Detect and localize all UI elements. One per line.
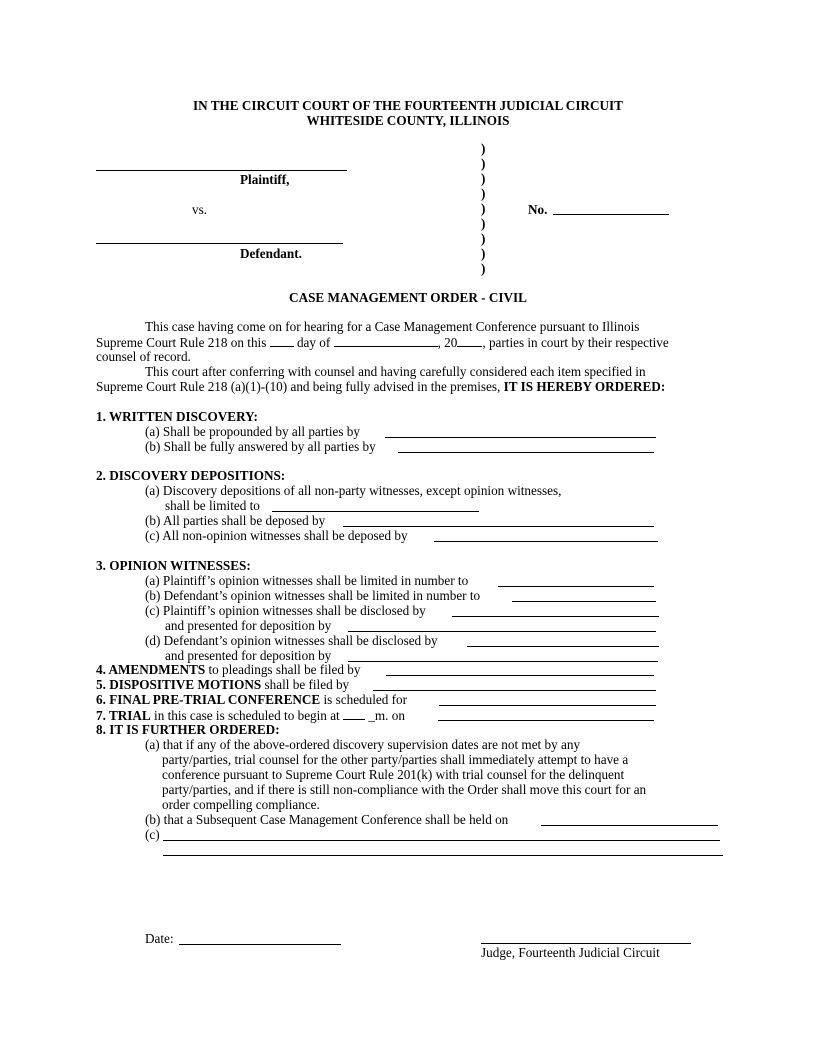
s3-d-blank[interactable] — [467, 646, 659, 647]
section-trial — [96, 707, 405, 723]
trial-time-blank[interactable] — [343, 707, 365, 720]
intro-p2-line2 — [96, 379, 665, 394]
section-written-discovery: 1. WRITTEN DISCOVERY: — [96, 409, 258, 424]
caption-paren: ) — [481, 201, 486, 216]
section-further-ordered: 8. IT IS FURTHER ORDERED: — [96, 722, 280, 737]
s3-c2-blank[interactable] — [348, 631, 656, 632]
trial-text: in this case is scheduled to begin at — [154, 708, 340, 723]
case-number-label: No. — [528, 202, 548, 217]
section-dispositive-motions — [96, 677, 349, 692]
intro-text: , parties in court by their respective — [482, 335, 669, 350]
intro-p1-line2 — [96, 334, 669, 350]
s3-c2-text: and presented for deposition by — [165, 618, 332, 633]
vs-label: vs. — [192, 202, 208, 217]
court-title-line2: WHITESIDE COUNTY, ILLINOIS — [306, 113, 510, 128]
final-pretrial-blank[interactable] — [439, 705, 656, 706]
s3-c-text: (c) Plaintiff’s opinion witnesses shall be disclosed by — [145, 603, 426, 618]
month-blank[interactable] — [334, 334, 438, 347]
s8-a-line4: party/parties, and if there is still non-compliance with the Order shall move this court for an — [162, 782, 647, 797]
intro-text: day of — [296, 335, 331, 350]
final-pretrial-text: is scheduled for — [323, 692, 408, 707]
s3-b-blank[interactable] — [512, 601, 656, 602]
amendments-blank[interactable] — [386, 675, 654, 676]
s2-c-text: (c) All non-opinion witnesses shall be deposed by — [145, 528, 408, 543]
s3-d2-text: and presented for deposition by — [165, 648, 332, 663]
s2-a-blank[interactable] — [272, 511, 479, 512]
s8-b-text: (b) that a Subsequent Case Management Conference shall be held on — [145, 812, 509, 827]
dispositive-motions-text: shall be filed by — [264, 677, 350, 692]
caption-paren: ) — [481, 141, 486, 156]
amendments-heading: 4. AMENDMENTS — [96, 662, 206, 677]
intro-p2-line1: This court after conferring with counsel and having carefully considered each item specified in — [145, 364, 646, 379]
s3-a-text: (a) Plaintiff’s opinion witnesses shall be limited in number to — [145, 573, 469, 588]
defendant-label: Defendant. — [240, 246, 302, 261]
s3-b-text: (b) Defendant’s opinion witnesses shall be limited in number to — [145, 588, 481, 603]
intro-p1-line1: This case having come on for hearing for a Case Management Conference pursuant to Illinois — [145, 319, 640, 334]
s1-b-text: (b) Shall be fully answered by all parties by — [145, 439, 376, 454]
amendments-text: to pleadings shall be filed by — [208, 662, 361, 677]
intro-p1-line3: counsel of record. — [96, 349, 191, 364]
court-title-line1: IN THE CIRCUIT COURT OF THE FOURTEENTH JUDICIAL CIRCUIT — [193, 98, 623, 113]
dispositive-motions-blank[interactable] — [373, 690, 656, 691]
date-label: Date: — [145, 931, 174, 946]
s1-a-blank[interactable] — [385, 437, 656, 438]
case-number-line[interactable] — [553, 214, 669, 215]
trial-m-text: _m. on — [368, 708, 405, 723]
s8-a-line2: party/parties, trial counsel for the other party/parties shall immediately attempt to have a — [162, 752, 629, 767]
caption-paren: ) — [481, 216, 486, 231]
year-blank[interactable] — [457, 334, 482, 347]
judge-label: Judge, Fourteenth Judicial Circuit — [481, 945, 660, 960]
s3-d2-blank[interactable] — [348, 661, 658, 662]
caption-paren: ) — [481, 186, 486, 201]
s2-a-text: (a) Discovery depositions of all non-party witnesses, except opinion witnesses, — [145, 483, 562, 498]
dispositive-motions-heading: 5. DISPOSITIVE MOTIONS — [96, 677, 262, 692]
s3-a-blank[interactable] — [498, 586, 654, 587]
final-pretrial-heading: 6. FINAL PRE-TRIAL CONFERENCE — [96, 692, 321, 707]
s8-a-line5: order compelling compliance. — [162, 797, 320, 812]
s8-c-blank-2[interactable] — [163, 855, 723, 856]
trial-heading: 7. TRIAL — [96, 708, 151, 723]
defendant-name-line[interactable] — [96, 243, 343, 244]
s3-c-blank[interactable] — [452, 616, 659, 617]
intro-text: Supreme Court Rule 218 on this — [96, 335, 267, 350]
s3-d-text: (d) Defendant’s opinion witnesses shall be disclosed by — [145, 633, 438, 648]
plaintiff-label: Plaintiff, — [240, 172, 290, 187]
section-final-pretrial — [96, 692, 407, 707]
judge-signature-line[interactable] — [481, 943, 691, 944]
section-amendments — [96, 662, 360, 677]
s8-b-blank[interactable] — [541, 825, 718, 826]
s8-a-line3: conference pursuant to Supreme Court Rule 201(k) with trial counsel for the delinquent — [162, 767, 625, 782]
trial-date-blank[interactable] — [438, 720, 654, 721]
caption-paren: ) — [481, 231, 486, 246]
intro-text: Supreme Court Rule 218 (a)(1)-(10) and being fully advised in the premises, — [96, 379, 501, 394]
order-title: CASE MANAGEMENT ORDER - CIVIL — [289, 290, 527, 305]
caption-paren: ) — [481, 246, 486, 261]
s2-c-blank[interactable] — [434, 541, 658, 542]
hereby-ordered: IT IS HEREBY ORDERED: — [503, 379, 666, 394]
s2-a2-text: shall be limited to — [165, 498, 260, 513]
date-blank[interactable] — [179, 944, 341, 945]
s2-b-blank[interactable] — [343, 526, 654, 527]
section-discovery-depositions: 2. DISCOVERY DEPOSITIONS: — [96, 468, 286, 483]
s8-c-text: (c) — [145, 827, 160, 842]
s8-a-line1: (a) that if any of the above-ordered discovery supervision dates are not met by any — [145, 737, 581, 752]
plaintiff-name-line[interactable] — [96, 170, 347, 171]
section-opinion-witnesses: 3. OPINION WITNESSES: — [96, 558, 251, 573]
caption-paren: ) — [481, 261, 486, 276]
caption-paren: ) — [481, 171, 486, 186]
s1-a-text: (a) Shall be propounded by all parties by — [145, 424, 360, 439]
s2-b-text: (b) All parties shall be deposed by — [145, 513, 326, 528]
caption-paren: ) — [481, 156, 486, 171]
intro-text: , 20 — [437, 335, 458, 350]
day-blank[interactable] — [270, 334, 294, 347]
s1-b-blank[interactable] — [398, 452, 654, 453]
s8-c-blank[interactable] — [163, 840, 720, 841]
